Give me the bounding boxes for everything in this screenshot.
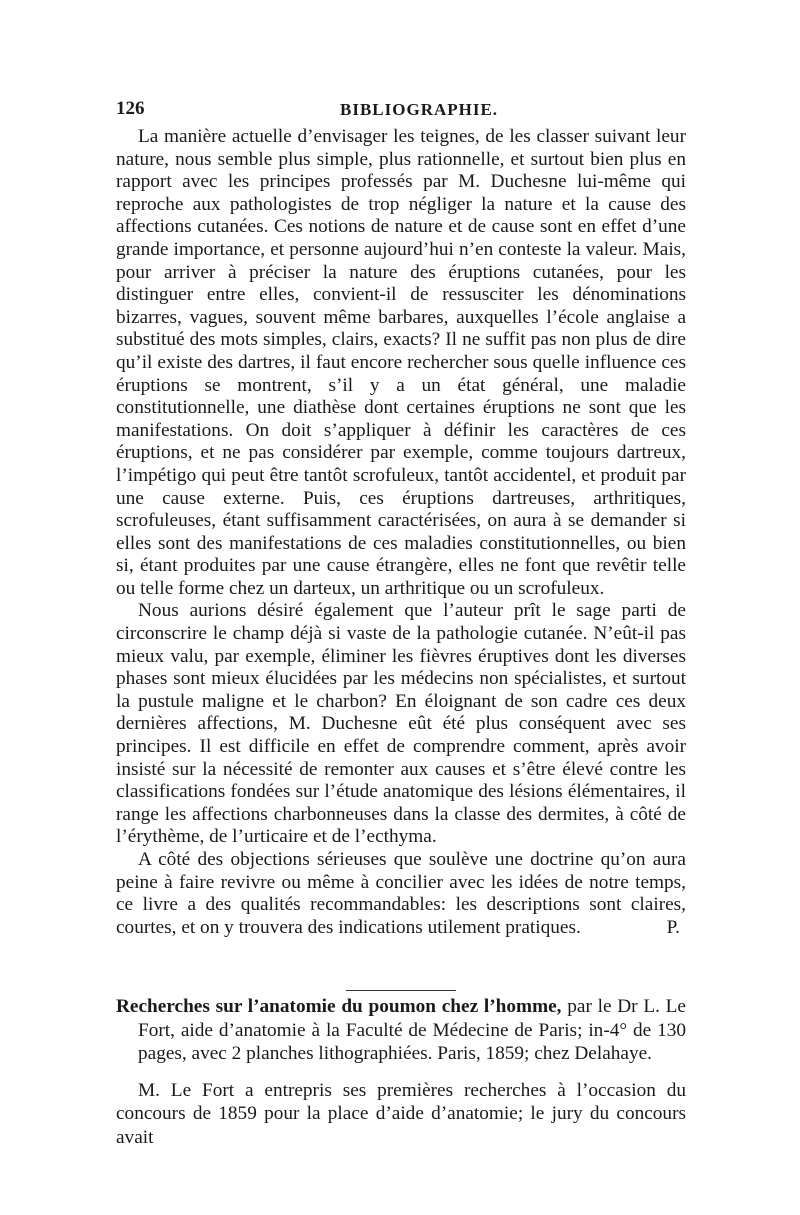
paragraph-text: A côté des objections sérieuses que soulève une doctrine qu’on aura peine à faire revivre ou même à concilier avec les idées de notre temps, ce livre a des qualités recommandables: les descriptions sont claires, courtes, et on y trouvera des indications utilement pratiques. bbox=[116, 849, 686, 938]
paragraph bbox=[116, 849, 686, 939]
book-citation: par le Dr L. Le Fort, aide d’anatomie à la Faculté de Médecine de Paris; in-4° de 130 pages, avec 2 planches lithographiées. Paris, 1859; chez Delahaye. bbox=[138, 996, 686, 1064]
paragraph: La manière actuelle d’envisager les teignes, de les classer suivant leur nature, nous semble plus simple, plus rationnelle, et surtout bien plus en rapport avec les principes professés par M. Duchesne lui-même qui reproche aux pathologistes de trop négliger la nature et la cause des affections cutanées. Ces notions de nature et de cause sont en effet d’une grande importance, et personne aujourd’hui n’en conteste la valeur. Mais, pour arriver à préciser la nature des éruptions cutanées, pour les distinguer entre elles, convient-il de ressusciter les dénominations bizarres, vagues, souvent même barbares, auxquelles l’école anglaise a substitué des mots simples, clairs, exacts? Il ne suffit pas non plus de dire qu’il existe des dartres, il faut encore rechercher sous quelle influence ces éruptions se montrent, s’il y a un état général, une maladie constitutionnelle, une diathèse dont certaines éruptions ne sont que les manifestations. On doit s’appliquer à définir les caractères de ces éruptions, et ne pas considérer par exemple, comme toujours dartreux, l’impétigo qui peut être tantôt scrofuleux, tantôt accidentel, et produit par une cause externe. Puis, ces éruptions dartreuses, arthritiques, scrofuleuses, étant suffisamment caractérisées, on aura à se demander si elles sont des manifestations de ces maladies constitutionnelles, ou bien si, étant produites par une cause étrangère, elles ne font que revêtir telle ou telle forme chez un darteux, un arthritique ou un scrofuleux. bbox=[116, 126, 686, 599]
page-number: 126 bbox=[116, 98, 145, 119]
review-heading bbox=[116, 995, 686, 1066]
review-paragraph: M. Le Fort a entrepris ses premières recherches à l’occasion du concours de 1859 pour la place d’aide d’anatomie; le jury du concours avait bbox=[116, 1079, 686, 1148]
author-signature: P. bbox=[666, 916, 680, 938]
section-divider bbox=[346, 990, 456, 991]
running-title: BIBLIOGRAPHIE. bbox=[340, 100, 499, 119]
review-text bbox=[116, 126, 686, 939]
book-title: Recherches sur l’anatomie du poumon chez l’homme, bbox=[116, 996, 562, 1017]
paragraph: Nous aurions désiré également que l’auteur prît le sage parti de circonscrire le champ déjà si vaste de la pathologie cutanée. N’eût-il pas mieux valu, par exemple, éliminer les fièvres éruptives dont les diverses phases sont mieux élucidées par les médecins non spécialistes, et surtout la pustule maligne et le charbon? En éloignant de son cadre ces deux dernières affections, M. Duchesne eût été plus conséquent avec ses principes. Il est difficile en effet de comprendre comment, après avoir insisté sur la nécessité de remonter aux causes et s’être élevé contre les classifications fondées sur l’étude anatomique des lésions élémentaires, il range les affections charbonneuses dans la classe des dermites, à côté de l’érythème, de l’urticaire et de l’ecthyma. bbox=[116, 600, 686, 848]
book-review-entry bbox=[116, 995, 686, 1149]
page-header bbox=[116, 98, 686, 124]
